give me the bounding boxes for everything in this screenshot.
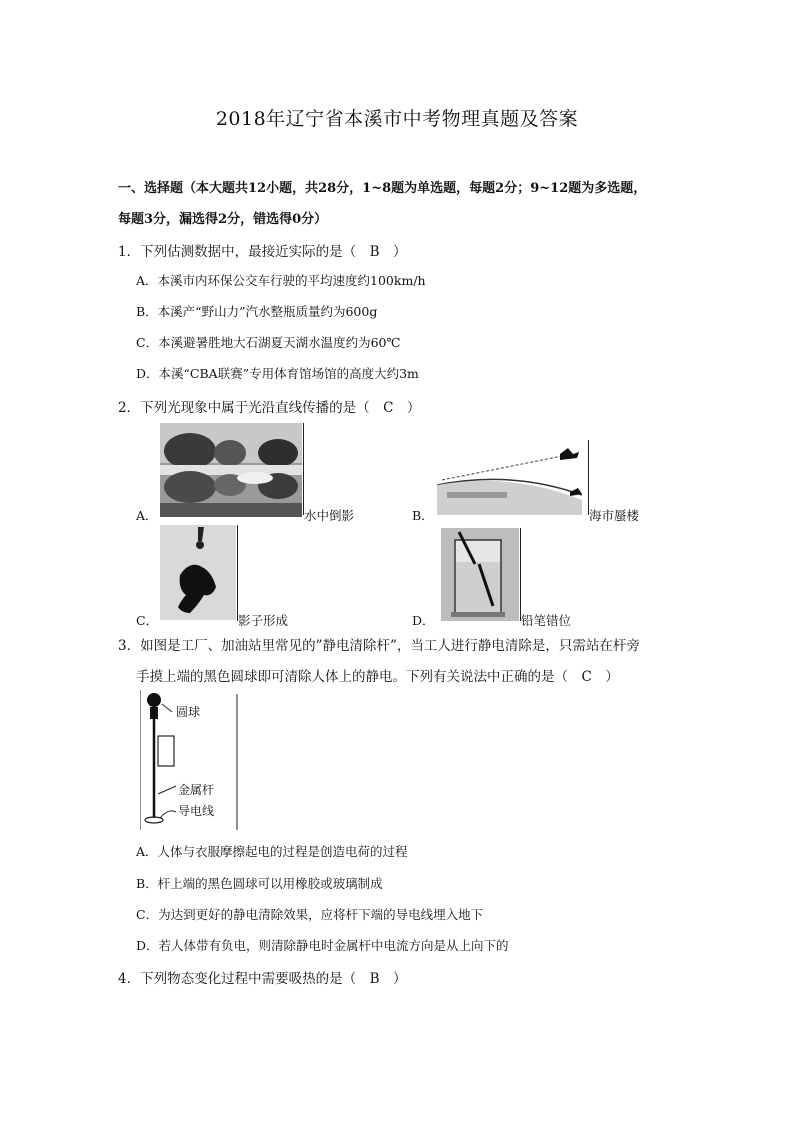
question-1-option-a: A．本溪市内环保公交车行驶的平均速度约100km/h [136, 273, 426, 288]
question-2-option-a-letter: A． [136, 508, 158, 523]
figure-pencil-in-glass [441, 528, 519, 621]
question-2-option-c-letter: C． [136, 613, 159, 628]
question-3-option-d: D．若人体带有负电，则清除静电时金属杆中电流方向是从上向下的 [136, 938, 509, 953]
question-2-option-d-caption: 铅笔错位 [521, 613, 572, 628]
question-1-option-d: D．本溪“CBA联赛”专用体育馆场馆的高度大约3m [136, 366, 419, 381]
figure-mirage [432, 440, 587, 515]
question-1-stem: 1．下列估测数据中，最接近实际的是（ B ） [118, 244, 407, 260]
question-4-stem: 4．下列物态变化过程中需要吸热的是（ B ） [118, 971, 407, 987]
section-heading-line2: 每题3分，漏选得2分，错选得0分） [118, 212, 328, 227]
question-3-stem-line1: 3．如图是工厂、加油站里常见的”静电清除杆”，当工人进行静电清除是，只需站在杆旁 [118, 638, 640, 654]
question-3-stem-line2: 手摸上端的黑色圆球即可清除人体上的静电。下列有关说法中正确的是（ C ） [136, 669, 619, 685]
question-3-option-b: B．杆上端的黑色圆球可以用橡胶或玻璃制成 [136, 876, 383, 891]
figure-water-reflection [160, 423, 302, 517]
page-title: 2018年辽宁省本溪市中考物理真题及答案 [215, 108, 579, 130]
question-1-option-c: C．本溪避暑胜地大石湖夏天湖水温度约为60℃ [136, 335, 401, 350]
figure-label-metal-rod: 金属杆 [178, 783, 215, 797]
question-3-option-a: A．人体与衣服摩擦起电的过程是创造电荷的过程 [136, 844, 408, 859]
figure-label-conductive-wire: 导电线 [178, 804, 215, 818]
question-2-option-c-caption: 影子形成 [238, 613, 289, 628]
question-2-option-b-caption: 海市蜃楼 [589, 508, 640, 523]
question-1-option-b: B．本溪产“野山力”汽水整瓶质量约为600g [136, 304, 378, 319]
section-heading-line1: 一、选择题（本大题共12小题，共28分，1~8题为单选题，每题2分；9~12题为多选题， [118, 181, 647, 196]
figure-shadow [160, 525, 236, 620]
figure-label-ball: 圆球 [176, 705, 201, 719]
question-3-option-c: C．为达到更好的静电清除效果，应将杆下端的导电线埋入地下 [136, 907, 484, 922]
question-2-option-b-letter: B． [412, 508, 434, 523]
question-2-option-d-letter: D． [412, 613, 435, 628]
question-2-stem: 2．下列光现象中属于光沿直线传播的是（ C ） [118, 400, 421, 416]
question-2-option-a-caption: 水中倒影 [304, 508, 355, 523]
